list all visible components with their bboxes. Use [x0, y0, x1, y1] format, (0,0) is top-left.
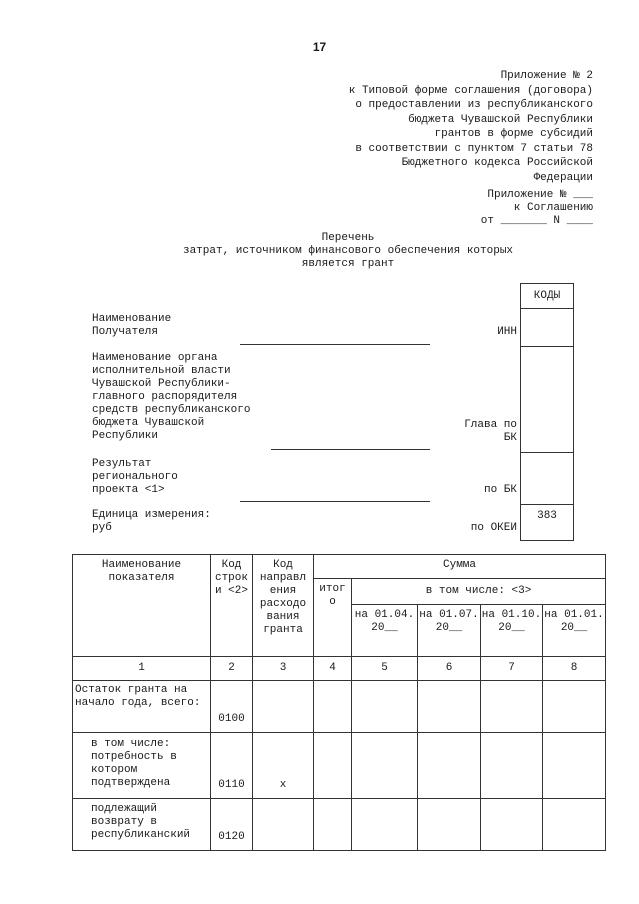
project-label-line: проекта <1> [92, 484, 165, 496]
col-number: 2 [211, 657, 253, 681]
col-number: 6 [418, 657, 481, 681]
row-q1[interactable] [352, 681, 418, 733]
row-name: Остаток гранта на начало года, всего: [73, 681, 211, 733]
col-number: 4 [314, 657, 352, 681]
appendix-line: к Типовой форме соглашения (договора) [348, 84, 593, 97]
header-sum: Сумма [314, 555, 606, 579]
authority-label-line: главного распорядителя [92, 391, 238, 403]
title-line: Перечень [321, 232, 375, 244]
table-row [73, 799, 606, 851]
codes-box [520, 283, 574, 541]
recipient-label-line: Получателя [92, 326, 159, 338]
header-total: итог о [314, 579, 352, 657]
recipient-label-line: Наименование [92, 313, 172, 325]
project-label [92, 458, 178, 497]
authority-label-line: Чувашской Республики- [92, 378, 231, 390]
col-number: 8 [543, 657, 606, 681]
inn-label: ИНН [497, 326, 517, 338]
appendix-line: Федерации [533, 171, 593, 184]
appendix-line: о предоставлении из республиканского [355, 99, 593, 111]
bk-chapter-label-line: Глава по [464, 419, 517, 431]
table-row [73, 733, 606, 799]
unit-label-line: Единица измерения: [92, 509, 211, 521]
title-line: затрат, источником финансового обеспечения которых [182, 245, 514, 257]
okei-code-value: 383 [537, 510, 557, 522]
bk-code-cell[interactable] [521, 452, 573, 505]
row-q3[interactable] [481, 733, 543, 799]
header-indicator: Наименование показателя [73, 555, 211, 657]
codes-header: КОДЫ [533, 290, 561, 302]
row-q3[interactable] [481, 681, 543, 733]
bk-chapter-code-cell[interactable] [521, 346, 573, 453]
okei-code-cell [521, 504, 573, 540]
row-code: 0120 [211, 799, 253, 851]
row-q4[interactable] [543, 681, 606, 733]
document-title [0, 232, 639, 271]
project-field[interactable] [240, 501, 430, 502]
row-code: 0100 [211, 681, 253, 733]
page-number: 17 [312, 40, 327, 54]
unit-label-line: руб [92, 522, 112, 534]
header-date-q2: на 01.07. 20__ [418, 605, 481, 657]
authority-label-line: бюджета Чувашской [92, 417, 205, 429]
bk-chapter-label-line: БК [503, 432, 517, 444]
expenses-table [72, 554, 606, 851]
row-q4[interactable] [543, 799, 606, 851]
project-label-line: Результат [92, 458, 152, 470]
row-q2[interactable] [418, 799, 481, 851]
col-number: 5 [352, 657, 418, 681]
header-including: в том числе: <3> [352, 579, 606, 605]
row-name: в том числе: потребность в котором подтверждена [73, 733, 211, 799]
authority-label-line: исполнительной власти [92, 365, 231, 377]
inn-code-cell[interactable] [521, 308, 573, 347]
appendix-header [263, 69, 593, 185]
appendix-line: Приложение № 2 [500, 70, 593, 82]
appendix-line: бюджета Чувашской Республики [408, 113, 593, 126]
authority-label-line: Республики [92, 430, 159, 442]
header-date-q1: на 01.04. 20__ [352, 605, 418, 657]
header-row-code: Код строк и <2> [211, 555, 253, 657]
appendix-line: грантов в форме субсидий [434, 128, 593, 140]
unit-label [92, 509, 211, 535]
row-direction[interactable] [253, 799, 314, 851]
row-q3[interactable] [481, 799, 543, 851]
appendix-line: в соответствии с пунктом 7 статьи 78 [355, 142, 593, 155]
agreement-appendix [481, 189, 593, 228]
recipient-field[interactable] [240, 344, 430, 345]
okei-label: по ОКЕИ [470, 522, 517, 534]
row-q2[interactable] [418, 733, 481, 799]
col-number: 3 [253, 657, 314, 681]
bk-label: по БК [483, 484, 517, 496]
authority-field[interactable] [271, 449, 430, 450]
authority-label-line: средств республиканского [92, 404, 251, 416]
header-date-q4: на 01.01. 20__ [543, 605, 606, 657]
project-label-line: регионального [92, 471, 178, 483]
row-q2[interactable] [418, 681, 481, 733]
col-number: 1 [73, 657, 211, 681]
agreement-appendix-number: Приложение № ___ [487, 189, 593, 201]
authority-label [92, 352, 250, 443]
recipient-label [92, 313, 171, 339]
agreement-appendix-ref: к Соглашению [513, 202, 593, 214]
authority-label-line: Наименование органа [92, 352, 218, 364]
table-row [73, 681, 606, 733]
row-direction[interactable] [253, 681, 314, 733]
row-name: подлежащий возврату в республиканский [73, 799, 211, 851]
row-direction[interactable]: x [253, 733, 314, 799]
agreement-appendix-date: от _______ N ____ [480, 215, 593, 227]
row-q4[interactable] [543, 733, 606, 799]
column-numbers-row [73, 657, 606, 681]
row-total[interactable] [314, 733, 352, 799]
header-direction-code: Код направл ения расходо вания гранта [253, 555, 314, 657]
row-q1[interactable] [352, 733, 418, 799]
header-date-q3: на 01.10. 20__ [481, 605, 543, 657]
col-number: 7 [481, 657, 543, 681]
appendix-line: Бюджетного кодекса Российской [401, 157, 593, 169]
row-q1[interactable] [352, 799, 418, 851]
bk-chapter-label [464, 419, 517, 445]
row-total[interactable] [314, 799, 352, 851]
title-line: является грант [301, 258, 395, 270]
row-code: 0110 [211, 733, 253, 799]
row-total[interactable] [314, 681, 352, 733]
